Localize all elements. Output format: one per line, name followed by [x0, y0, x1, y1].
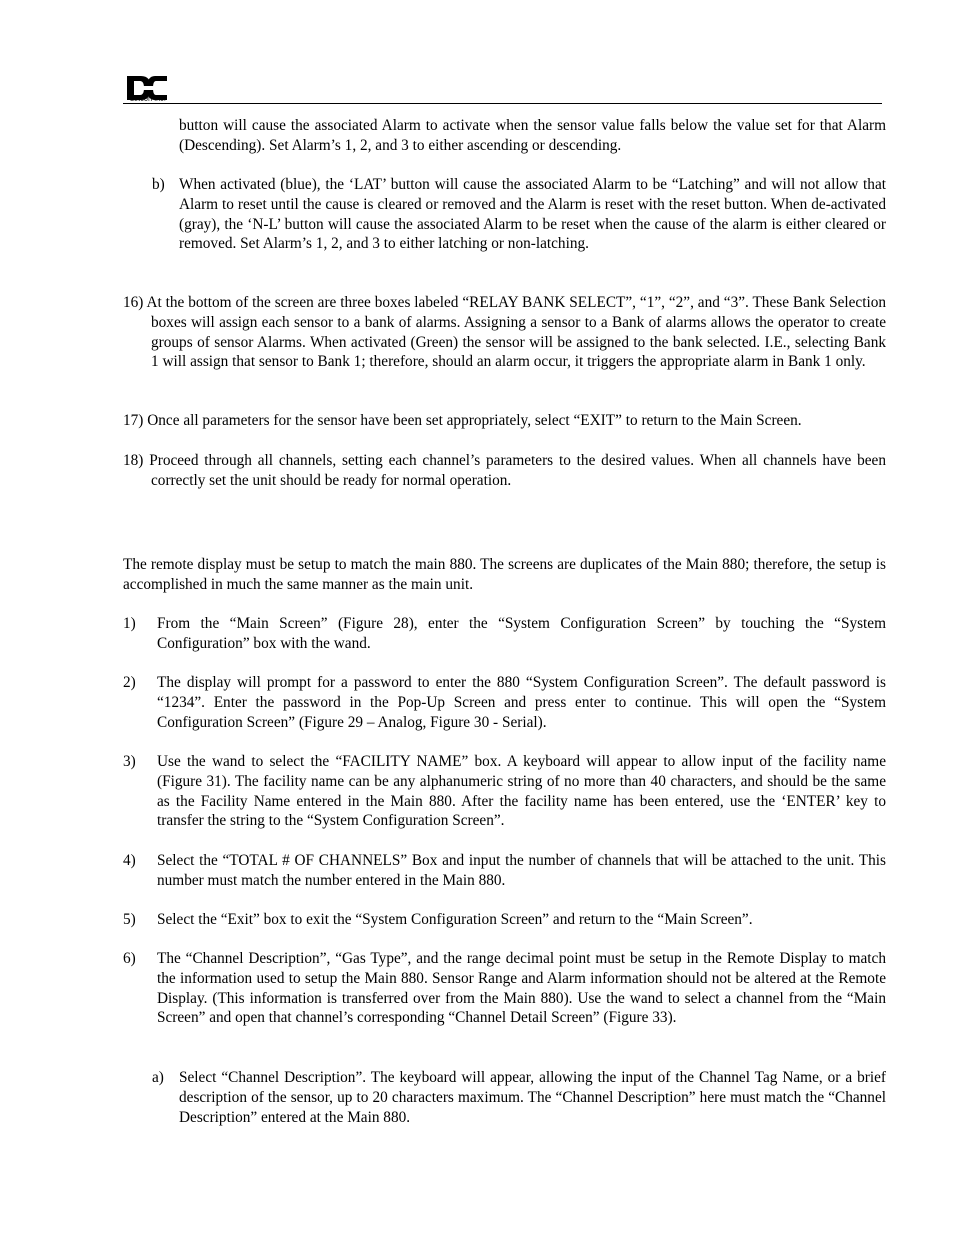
- step-2-marker: 2): [123, 674, 136, 691]
- item-b-marker: b): [152, 176, 165, 193]
- item-18: 18) Proceed through all channels, setting each channel’s parameters to the desired values. When all channels have been correctly set the unit should be ready for normal operation.: [123, 452, 886, 489]
- step-4-marker: 4): [123, 852, 136, 869]
- logo-text: detcon inc.: [129, 96, 167, 103]
- sub-a-text: Select “Channel Description”. The keyboard will appear, allowing the input of the Channel Tag Name, or a brief description of the sensor, up to 20 characters maximum. The “Channel Description” here must match the “Channel Description” entered at the Main 880.: [179, 1069, 886, 1126]
- step-6-marker: 6): [123, 950, 136, 967]
- step-3-marker: 3): [123, 753, 136, 770]
- step-5-text: Select the “Exit” box to exit the “System Configuration Screen” and return to the “Main Screen”.: [157, 911, 753, 928]
- continued-paragraph: button will cause the associated Alarm to activate when the sensor value falls below the value set for that Alarm (Descending). Set Alarm’s 1, 2, and 3 to either ascending or descending.: [179, 117, 886, 154]
- step-1-text: From the “Main Screen” (Figure 28), enter the “System Configuration Screen” by touching the “System Configuration” box with the wand.: [157, 615, 886, 652]
- step-1-marker: 1): [123, 615, 136, 632]
- item-17: 17) Once all parameters for the sensor have been set appropriately, select “EXIT” to return to the Main Screen.: [123, 412, 802, 429]
- step-4-text: Select the “TOTAL # OF CHANNELS” Box and input the number of channels that will be attached to the unit. This number must match the number entered in the Main 880.: [157, 852, 886, 889]
- sub-a-marker: a): [152, 1069, 164, 1086]
- step-2-text: The display will prompt for a password to enter the 880 “System Configuration Screen”. The default password is “1234”. Enter the password in the Pop-Up Screen and press enter to continue. This will open the “System Configuration Screen” (Figure 29 – Analog, Figure 30 - Serial).: [157, 674, 886, 731]
- header-rule: [123, 103, 882, 104]
- remote-display-intro: The remote display must be setup to match the main 880. The screens are duplicates of the Main 880; therefore, the setup is accomplished in much the same manner as the main unit.: [123, 556, 886, 593]
- step-3-text: Use the wand to select the “FACILITY NAME” box. A keyboard will appear to allow input of the facility name (Figure 31). The facility name can be any alphanumeric string of no more than 40 characters, and should be the same as the Facility Name entered in the Main 880. After the facility name has been entered, use the ‘ENTER’ key to transfer the string to the “System Configuration Screen”.: [157, 753, 886, 830]
- item-b-text: When activated (blue), the ‘LAT’ button will cause the associated Alarm to be “Latching” and will not allow that Alarm to reset until the cause is cleared or removed and the Alarm is reset with the reset button. When de-activated (gray), the ‘N-L’ button will cause the associated Alarm to be reset when the cause of the alarm is either cleared or removed. Set Alarm’s 1, 2, and 3 to either latching or non-latching.: [179, 176, 886, 253]
- step-5-marker: 5): [123, 911, 136, 928]
- step-6-text: The “Channel Description”, “Gas Type”, and the range decimal point must be setup in the Remote Display to match the information used to setup the Main 880. Sensor Range and Alarm information should not be altered at the Remote Display. (This information is transferred over from the Main 880). Use the wand to select a channel from the “Main Screen” and open that channel’s corresponding “Channel Detail Screen” (Figure 33).: [157, 950, 886, 1027]
- item-16: 16) At the bottom of the screen are three boxes labeled “RELAY BANK SELECT”, “1”, “2”, and “3”. These Bank Selection boxes will assign each sensor to a bank of alarms. Assigning a sensor to a Bank of alarms allows the operator to create groups of sensor Alarms. When activated (Green) the sensor will be assigned to the bank selected. I.E., selecting Bank 1 will assign that sensor to Bank 1; therefore, should an alarm occur, it triggers the appropriate alarm in Bank 1 only.: [123, 294, 886, 371]
